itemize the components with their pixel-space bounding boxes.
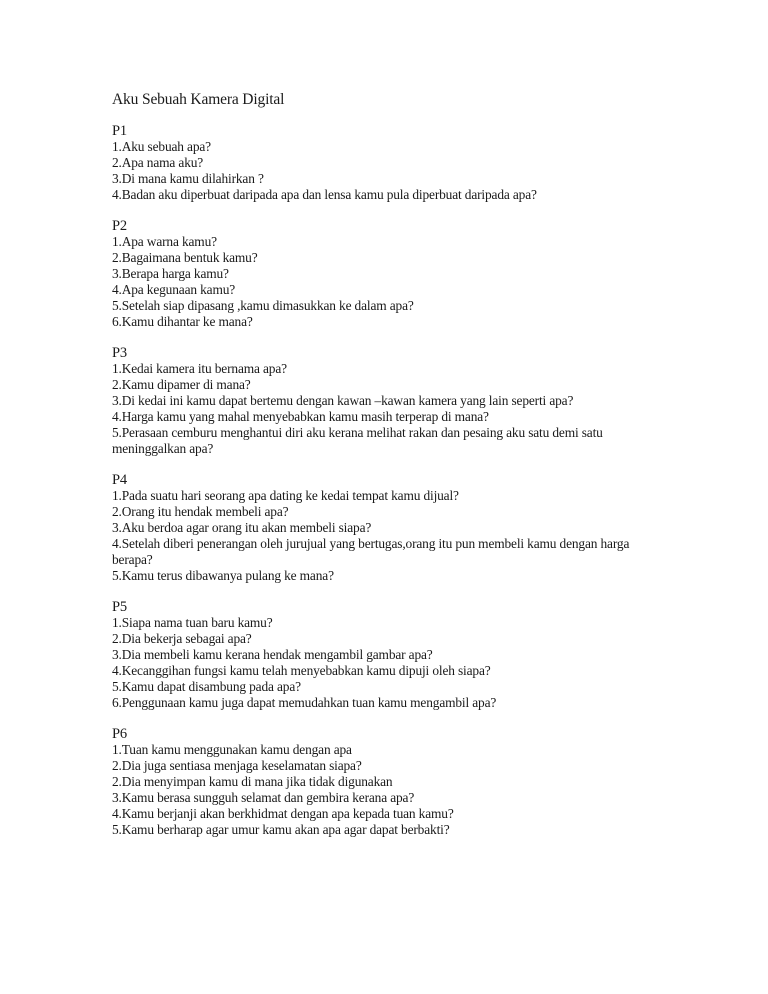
question-item: 3.Dia membeli kamu kerana hendak mengambil gambar apa? (112, 647, 433, 662)
question-item: 6.Kamu dihantar ke mana? (112, 314, 253, 329)
question-item: 3.Kamu berasa sungguh selamat dan gembira kerana apa? (112, 790, 415, 805)
question-item: 5.Perasaan cemburu menghantui diri aku kerana melihat rakan dan pesaing aku satu demi satu meninggalkan apa? (112, 425, 603, 456)
question-item: 3.Aku berdoa agar orang itu akan membeli siapa? (112, 520, 372, 535)
question-item: 2.Dia menyimpan kamu di mana jika tidak digunakan (112, 774, 393, 789)
question-item: 2.Bagaimana bentuk kamu? (112, 250, 258, 265)
section-heading: P6 (112, 726, 128, 742)
question-item: 2.Dia bekerja sebagai apa? (112, 631, 252, 646)
section-p2 (112, 218, 657, 330)
question-list (112, 139, 657, 203)
section-p6 (112, 726, 657, 838)
question-list (112, 488, 657, 584)
question-item: 1.Pada suatu hari seorang apa dating ke kedai tempat kamu dijual? (112, 488, 459, 503)
question-item: 1.Apa warna kamu? (112, 234, 217, 249)
section-heading: P3 (112, 345, 128, 361)
question-item: 5.Kamu berharap agar umur kamu akan apa agar dapat berbakti? (112, 822, 450, 837)
section-heading: P2 (112, 218, 128, 234)
question-item: 2.Kamu dipamer di mana? (112, 377, 251, 392)
question-item: 5.Setelah siap dipasang ,kamu dimasukkan ke dalam apa? (112, 298, 414, 313)
question-item: 3.Di kedai ini kamu dapat bertemu dengan kawan –kawan kamera yang lain seperti apa? (112, 393, 574, 408)
section-p3 (112, 345, 657, 457)
question-item: 5.Kamu dapat disambung pada apa? (112, 679, 301, 694)
question-list (112, 742, 657, 838)
question-item: 6.Penggunaan kamu juga dapat memudahkan tuan kamu mengambil apa? (112, 695, 497, 710)
section-p4 (112, 472, 657, 584)
section-heading: P5 (112, 599, 128, 615)
question-item: 3.Berapa harga kamu? (112, 266, 229, 281)
question-list (112, 361, 657, 457)
question-item: 3.Di mana kamu dilahirkan ? (112, 171, 264, 186)
question-item: 5.Kamu terus dibawanya pulang ke mana? (112, 568, 334, 583)
question-item: 1.Tuan kamu menggunakan kamu dengan apa (112, 742, 352, 757)
question-list (112, 234, 657, 330)
section-heading: P4 (112, 472, 128, 488)
question-item: 1.Siapa nama tuan baru kamu? (112, 615, 273, 630)
question-item: 4.Harga kamu yang mahal menyebabkan kamu masih terperap di mana? (112, 409, 489, 424)
question-item: 1.Kedai kamera itu bernama apa? (112, 361, 287, 376)
question-item: 4.Apa kegunaan kamu? (112, 282, 236, 297)
question-list (112, 615, 657, 711)
question-item: 2.Apa nama aku? (112, 155, 204, 170)
question-item: 1.Aku sebuah apa? (112, 139, 211, 154)
question-item: 2.Dia juga sentiasa menjaga keselamatan siapa? (112, 758, 362, 773)
question-item: 2.Orang itu hendak membeli apa? (112, 504, 289, 519)
section-p1 (112, 123, 657, 203)
document-title: Aku Sebuah Kamera Digital (112, 91, 285, 108)
section-heading: P1 (112, 123, 128, 139)
question-item: 4.Setelah diberi penerangan oleh jurujual yang bertugas,orang itu pun membeli kamu dengan harga berapa? (112, 536, 630, 567)
section-p5 (112, 599, 657, 711)
question-item: 4.Kecanggihan fungsi kamu telah menyebabkan kamu dipuji oleh siapa? (112, 663, 491, 678)
question-item: 4.Badan aku diperbuat daripada apa dan lensa kamu pula diperbuat daripada apa? (112, 187, 537, 202)
question-item: 4.Kamu berjanji akan berkhidmat dengan apa kepada tuan kamu? (112, 806, 454, 821)
